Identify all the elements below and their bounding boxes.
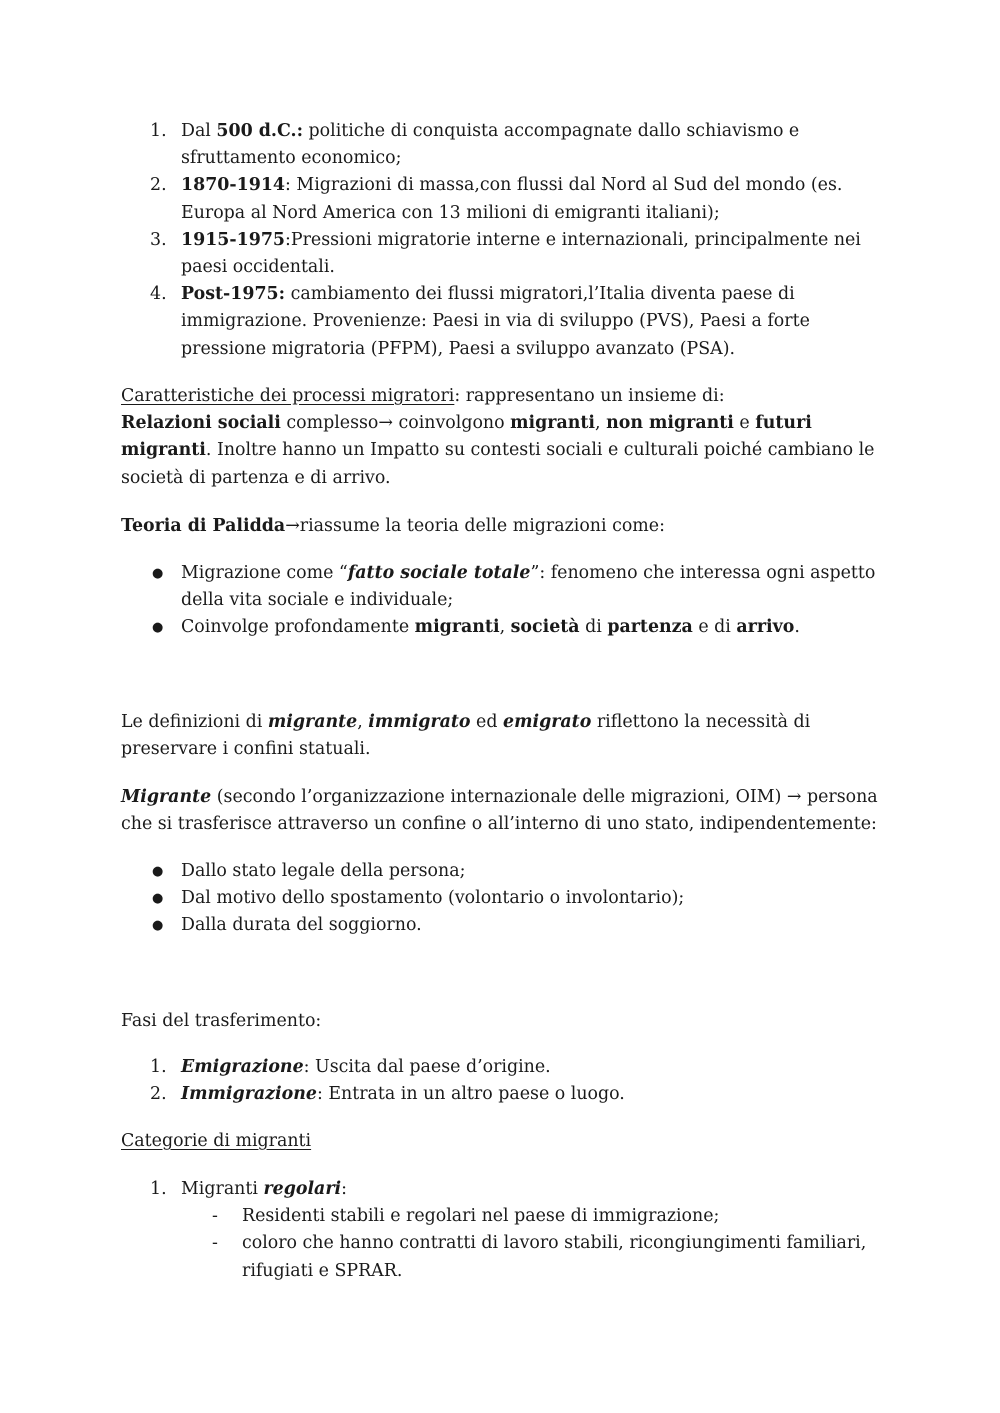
list-item: ● Migrazione come “fatto sociale totale”: fenomeno che interessa ogni aspetto della vita sociale e individuale; bbox=[121, 560, 881, 614]
list-number: 2. bbox=[150, 175, 167, 196]
bullet-icon: ● bbox=[152, 566, 164, 581]
dash-icon: - bbox=[212, 1233, 218, 1254]
fasi-heading: Fasi del trasferimento: bbox=[121, 1011, 322, 1031]
list-number: 1. bbox=[150, 1057, 167, 1077]
list-item: ● Dal motivo dello spostamento (volontario o involontario); bbox=[121, 885, 881, 912]
section-heading: Categorie di migranti bbox=[121, 1131, 312, 1151]
caratteristiche-heading-line: Caratteristiche dei processi migratori: rappresentano un insieme di: bbox=[121, 386, 725, 406]
period-label: 1870-1914 bbox=[181, 175, 286, 196]
bullet-icon: ● bbox=[152, 918, 164, 934]
bullet-icon: ● bbox=[152, 620, 164, 636]
palidda-heading-line: Teoria di Palidda→riassume la teoria delle migrazioni come: bbox=[121, 516, 665, 536]
list-item: 3. 1915-1975:Pressioni migratorie interne e internazionali, principalmente nei paesi occidentali. bbox=[121, 227, 881, 281]
bullet-icon: ● bbox=[152, 891, 164, 907]
list-item: 1. Emigrazione: Uscita dal paese d’origine. bbox=[121, 1054, 881, 1081]
categorie-heading bbox=[121, 1128, 881, 1155]
palidda-section bbox=[121, 513, 881, 540]
migrante-bullets bbox=[121, 858, 881, 940]
period-label: 500 d.C.: bbox=[216, 121, 303, 141]
list-item: 1. Migranti regolari: bbox=[121, 1176, 881, 1203]
list-number: 1. bbox=[150, 1179, 167, 1199]
palidda-bullets bbox=[121, 560, 881, 642]
section-heading: Teoria di Palidda bbox=[121, 516, 286, 536]
chronology-list bbox=[121, 118, 881, 363]
list-number: 2. bbox=[150, 1084, 167, 1105]
list-item: 2. 1870-1914: Migrazioni di massa,con flussi dal Nord al Sud del mondo (es. Europa al Nord America con 13 milioni di emigranti italiani); bbox=[121, 172, 881, 226]
list-item: 4. Post-1975: cambiamento dei flussi migratori,l’Italia diventa paese di immigrazione. Provenienze: Paesi in via di sviluppo (PVS), Paesi a forte pressione migratoria (PFPM), Paesi a sviluppo avanzato (PSA). bbox=[121, 281, 881, 363]
impact-text: Inoltre hanno un Impatto su contesti sociali e culturali poiché cambiano le società di partenza e di arrivo. bbox=[121, 440, 875, 488]
dash-icon: - bbox=[212, 1206, 218, 1227]
bullet-icon: ● bbox=[152, 864, 164, 879]
list-number: 4. bbox=[150, 284, 167, 305]
fasi-list bbox=[121, 1054, 881, 1108]
list-item: ● Dalla durata del soggiorno. bbox=[121, 912, 881, 939]
relazioni-paragraph: Relazioni sociali complesso→ coinvolgono migranti, non migranti e futuri migranti. Inoltre hanno un Impatto su contesti sociali e culturali poiché cambiano le società di partenza e di arrivo. bbox=[121, 413, 875, 488]
period-label: Post-1975: bbox=[181, 284, 286, 305]
list-number: 3. bbox=[150, 229, 167, 250]
section-heading: Caratteristiche dei processi migratori bbox=[121, 386, 455, 406]
list-number: 1. bbox=[150, 121, 167, 141]
list-item: 2. Immigrazione: Entrata in un altro paese o luogo. bbox=[121, 1081, 881, 1108]
list-item: 1. Dal 500 d.C.: politiche di conquista accompagnate dallo schiavismo e sfruttamento economico; bbox=[121, 118, 881, 172]
sub-list-item: - Residenti stabili e regolari nel paese di immigrazione; bbox=[121, 1203, 881, 1230]
caratteristiche-section bbox=[121, 383, 881, 492]
list-item: ● Dallo stato legale della persona; bbox=[121, 858, 881, 885]
migrante-paragraph: Migrante (secondo l’organizzazione internazionale delle migrazioni, OIM) → persona che si trasferisce attraverso un confine o all’interno di uno stato, indipendentemente: bbox=[121, 787, 878, 835]
period-label: 1915-1975 bbox=[181, 229, 286, 250]
term-migrante: Migrante bbox=[121, 787, 212, 807]
definizioni-paragraph: Le definizioni di migrante, immigrato ed emigrato riflettono la necessità di preservare i confini statuali. bbox=[121, 712, 811, 760]
sub-list-item: - coloro che hanno contratti di lavoro stabili, ricongiungimenti familiari, rifugiati e SPRAR. bbox=[121, 1230, 881, 1284]
categorie-list bbox=[121, 1176, 881, 1285]
list-item: ● Coinvolge profondamente migranti, società di partenza e di arrivo. bbox=[121, 614, 881, 641]
